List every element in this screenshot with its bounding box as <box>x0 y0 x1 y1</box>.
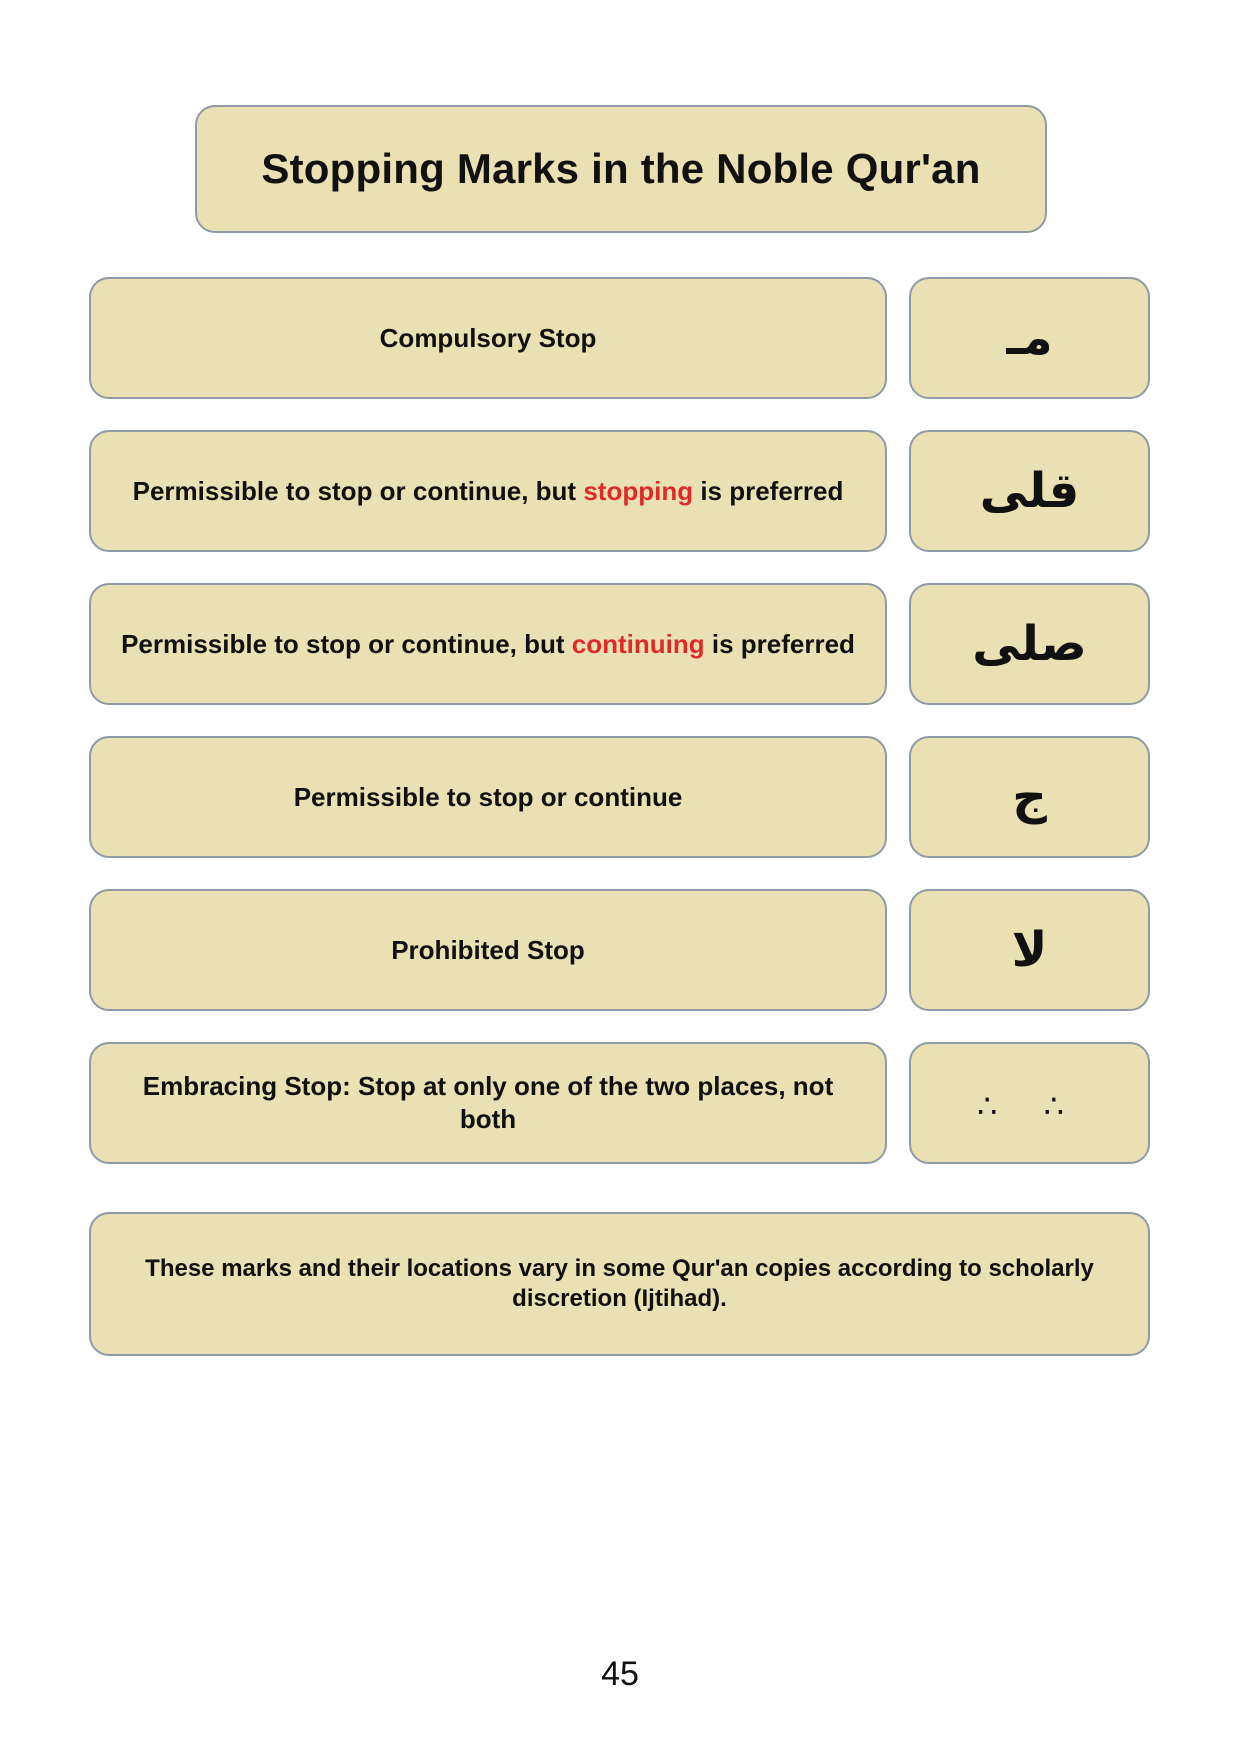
stop-mark-three-dots: ∴ ∴ <box>977 1087 1082 1125</box>
row-label-text <box>391 934 585 967</box>
row-label-text <box>117 1070 859 1136</box>
row-mark-continue-preferred <box>909 583 1150 705</box>
row-label-permissible <box>89 736 887 858</box>
stop-mark-jeem: ج <box>1012 769 1047 825</box>
label-text: Prohibited Stop <box>391 934 585 965</box>
title-box <box>195 105 1047 233</box>
label-text: Permissible to stop or continue, but <box>121 628 572 659</box>
row-mark-compulsory-stop <box>909 277 1150 399</box>
row-label-continue-preferred <box>89 583 887 705</box>
label-text: Permissible to stop or continue, but <box>132 475 584 506</box>
label-text: Compulsory Stop <box>379 322 597 353</box>
label-text-after: is preferred <box>693 475 844 506</box>
page-title: Stopping Marks in the Noble Qur'an <box>261 145 981 192</box>
label-text: Embracing Stop: Stop at only one of the two places, not both <box>142 1071 834 1134</box>
label-highlight: stopping <box>583 475 694 506</box>
row-mark-embracing-stop <box>909 1042 1150 1164</box>
stop-mark-meem: مـ <box>1006 310 1053 366</box>
label-text-after: is preferred <box>704 628 855 659</box>
row-label-text <box>294 781 683 814</box>
stop-mark-la: لا <box>1011 922 1048 978</box>
label-highlight: continuing <box>571 628 705 659</box>
row-label-text <box>133 475 844 508</box>
stop-mark-qila: قلى <box>979 463 1080 519</box>
stop-mark-sila: صلى <box>972 616 1087 672</box>
row-label-prohibited-stop <box>89 889 887 1011</box>
note-text: These marks and their locations vary in some Qur'an copies according to scholarly discretion (Ijtihad). <box>145 1255 1094 1312</box>
row-mark-permissible <box>909 736 1150 858</box>
label-text: Permissible to stop or continue <box>293 781 683 812</box>
row-mark-stop-preferred <box>909 430 1150 552</box>
row-mark-prohibited-stop <box>909 889 1150 1011</box>
row-label-embracing-stop <box>89 1042 887 1164</box>
row-label-text <box>121 628 855 661</box>
page-number: 45 <box>601 1655 639 1693</box>
row-label-stop-preferred <box>89 430 887 552</box>
note-box <box>89 1212 1150 1356</box>
row-label-compulsory-stop <box>89 277 887 399</box>
row-label-text <box>380 322 597 355</box>
